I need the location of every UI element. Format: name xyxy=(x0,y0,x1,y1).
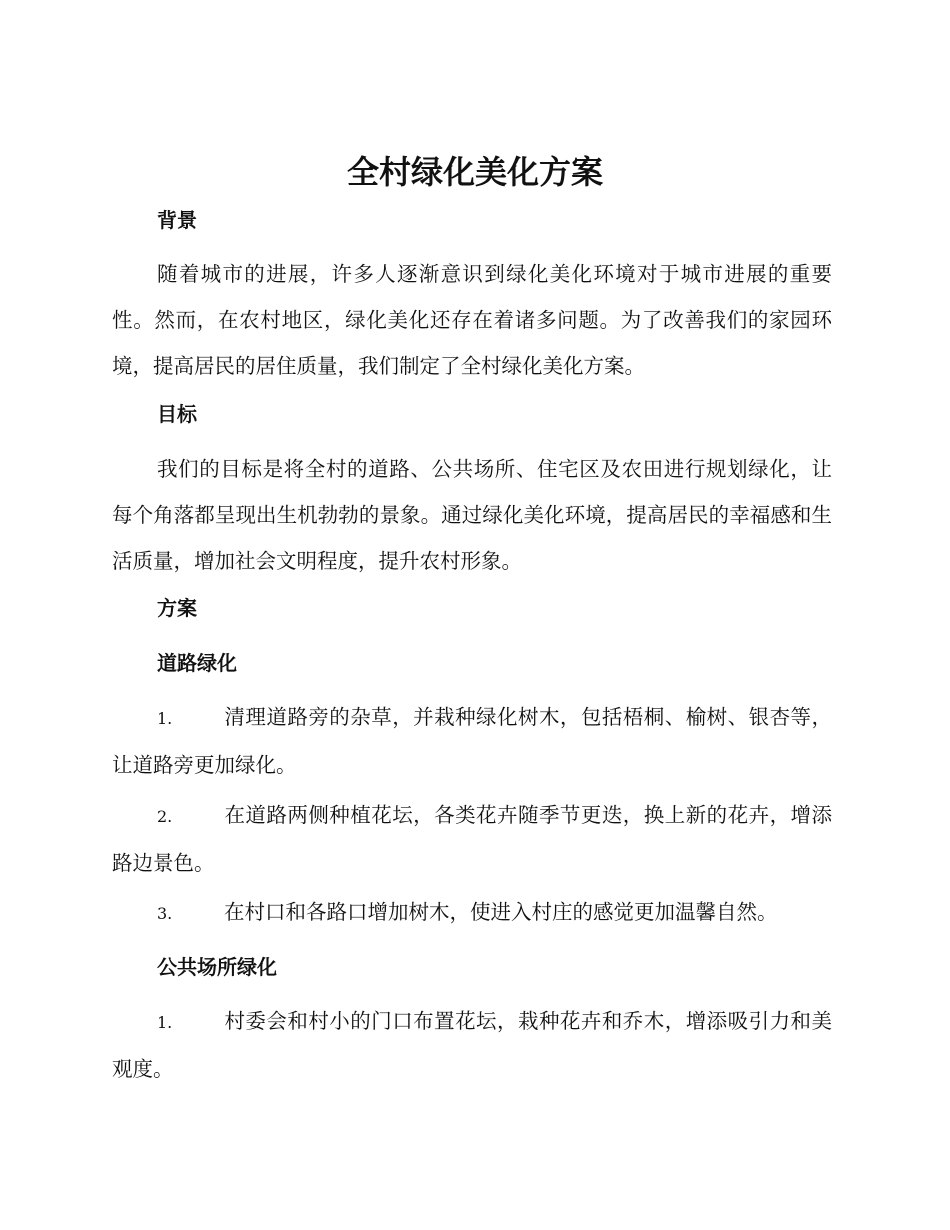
document-title: 全村绿化美化方案 xyxy=(346,153,603,191)
list-item xyxy=(112,694,832,788)
list-item-text: 在道路两侧种植花坛，各类花卉随季节更迭，换上新的花卉，增添路边景色。 xyxy=(112,803,832,875)
section-heading-public-space-greening: 公共场所绿化 xyxy=(157,955,277,979)
list-item-number: 2. xyxy=(157,807,173,826)
list-item-number: 3. xyxy=(157,904,173,923)
section-heading-road-greening: 道路绿化 xyxy=(157,651,237,675)
list-item-text: 在村口和各路口增加树木，使进入村庄的感觉更加温馨自然。 xyxy=(224,900,778,924)
list-item-text: 清理道路旁的杂草，并栽种绿化树木，包括梧桐、榆树、银杏等，让道路旁更加绿化。 xyxy=(112,705,832,777)
section-paragraph-goal: 我们的目标是将全村的道路、公共场所、住宅区及农田进行规划绿化，让每个角落都呈现出生机勃勃的景象。通过绿化美化环境，提高居民的幸福感和生活质量，增加社会文明程度，提升农村形象。 xyxy=(112,457,832,573)
list-item-text: 村委会和村小的门口布置花坛，栽种花卉和乔木，增添吸引力和美观度。 xyxy=(112,1009,832,1081)
section-paragraph-background: 随着城市的进展，许多人逐渐意识到绿化美化环境对于城市进展的重要性。然而，在农村地区，绿化美化还存在着诸多问题。为了改善我们的家园环境，提高居民的居住质量，我们制定了全村绿化美化方案。 xyxy=(112,262,832,378)
section-heading-background: 背景 xyxy=(157,208,197,232)
section-heading-goal: 目标 xyxy=(157,402,197,426)
list-item xyxy=(112,889,832,937)
list-item xyxy=(112,792,832,886)
list-item xyxy=(112,998,832,1092)
section-heading-plan: 方案 xyxy=(157,596,197,620)
list-item-number: 1. xyxy=(157,709,173,728)
list-item-number: 1. xyxy=(157,1013,173,1032)
